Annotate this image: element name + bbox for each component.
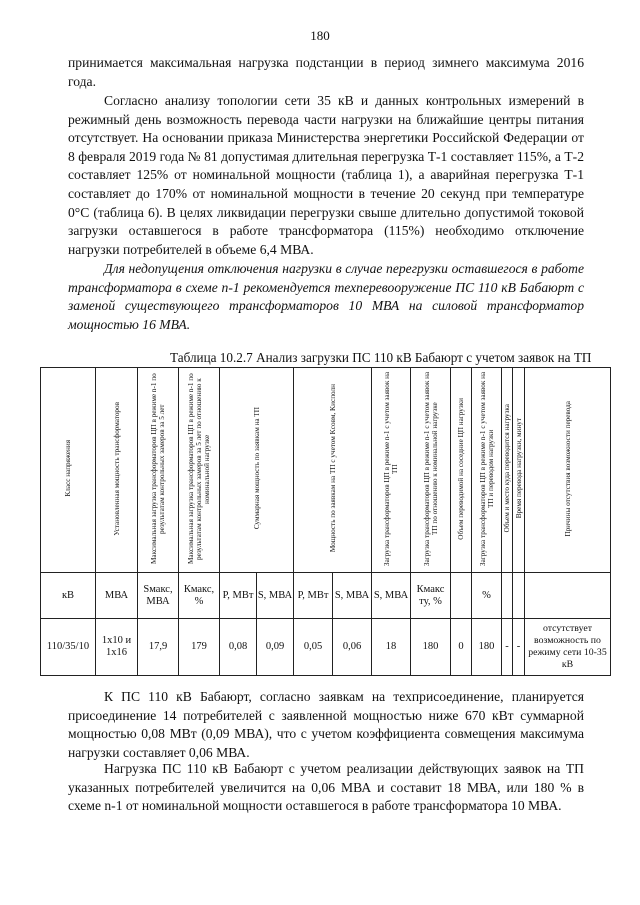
cell-voltage: 110/35/10 [41, 619, 96, 676]
header-max-load: Максимальная загрузка трансформаторов ЦП в режиме n-1 по результатам контрольных замеров за 5 лет [138, 368, 179, 573]
header-transfer-place: Объем и место куда переводится нагрузка [502, 368, 513, 573]
page-number: 180 [310, 28, 330, 43]
unit-cell: S, МВА [372, 573, 411, 619]
unit-cell: Sмакс, МВА [138, 573, 179, 619]
header-tp-capacity-coef: Мощность по заявкам на ТП с учетом Kсовм, Kисполн [294, 368, 372, 573]
cell-s-load: 18 [372, 619, 411, 676]
cell-installed: 1x10 и 1x16 [96, 619, 138, 676]
cell-reason: отсутствует возможность по режиму сети 10-35 кВ [525, 619, 611, 676]
unit-cell [502, 573, 513, 619]
paragraph-1: принимается максимальная нагрузка подстанции в период зимнего максимума 2016 года. [68, 55, 584, 89]
paragraph-2: Согласно анализу топологии сети 35 кВ и данных контрольных измерений в режимный день возможность перевода части нагрузки на ближайшие центры питания отсутствует. На основании приказа Министерства энергетики Российской Федерации от 8 февраля 2019 года № 81 допустимая длительная перегрузка Т-1 составляет 115%, а Т-2 составляет 125% от номинальной мощности (таблица 1), а аварийная перегрузка Т-1 составляет до 170% от номинальной мощности в течение 20 секунд при температуре 0°С (таблица 6). В целях ликвидации перегрузки свыше длительно допустимой токовой загрузки оставшегося в работе трансформатора (115%) необходимо отключение нагрузки потребителей в объеме 6,4 МВА. [68, 93, 584, 257]
load-analysis-table [40, 367, 611, 676]
cell-s-sum: 0,09 [257, 619, 294, 676]
cell-k-load: 180 [411, 619, 451, 676]
unit-cell: кВ [41, 573, 96, 619]
header-max-load-ratio: Максимальная загрузка трансформаторов ЦП в режиме n-1 по результатам контрольных замеров за 5 лет по отношению к номинальной нагрузке [179, 368, 220, 573]
header-transfer-volume: Объем переводимой на соседние ЦП нагрузки [451, 368, 472, 573]
cell-load-with-transfer: 180 [472, 619, 502, 676]
paragraph-4: К ПС 110 кВ Бабаюрт, согласно заявкам на техприсоединение, планируется присоединение 14 потребителей с заявленной мощностью ниже 670 кВт суммарной мощностью 0,08 МВт (0,09 МВА), что с учетом коэффициента совмещения максимума нагрузки составляет 0,06 МВА. [68, 689, 584, 760]
paragraph-5: Нагрузка ПС 110 кВ Бабаюрт с учетом реализации действующих заявок на ТП указанных потребителей увеличится на 0,06 МВА и составит 18 МВА, или 180 % в схеме n-1 от номинальной мощности оставшегося в работе трансформатора 10 МВА. [68, 761, 584, 814]
cell-s-k: 0,06 [333, 619, 372, 676]
unit-cell [451, 573, 472, 619]
unit-cell: P, МВт [220, 573, 257, 619]
paragraph-3-recommendation: Для недопущения отключения нагрузки в случае перегрузки оставшегося в работе трансформатора в схеме n-1 рекомендуется техперевооружение ПС 110 кВ Бабаюрт с заменой существующего трансформаторов 10 МВА на силовой трансформатор мощностью 16 МВА. [68, 261, 584, 332]
cell-kmax: 179 [179, 619, 220, 676]
header-load-with-tp-ratio: Загрузка трансформаторов ЦП в режиме n-1 с учетом заявок на ТП по отношению к номинальной нагрузке [411, 368, 451, 573]
unit-cell: МВА [96, 573, 138, 619]
header-transfer-time: Время перевода нагрузки, минут [513, 368, 525, 573]
table-header-row [41, 368, 611, 573]
unit-cell: % [472, 573, 502, 619]
header-load-with-tp: Загрузка трансформаторов ЦП в режиме n-1 с учетом заявок на ТП [372, 368, 411, 573]
cell-transfer-place: - [502, 619, 513, 676]
unit-cell: Кмакс, % [179, 573, 220, 619]
cell-transfer-time: - [513, 619, 525, 676]
unit-cell [513, 573, 525, 619]
unit-cell: S, МВА [257, 573, 294, 619]
unit-cell [525, 573, 611, 619]
table-caption: Таблица 10.2.7 Анализ загрузки ПС 110 кВ Бабаюрт с учетом заявок на ТП [170, 350, 592, 365]
header-total-tp-capacity: Суммарная мощность по заявкам на ТП [220, 368, 294, 573]
unit-cell: Кмакс ту, % [411, 573, 451, 619]
cell-p-sum: 0,08 [220, 619, 257, 676]
cell-transfer-volume: 0 [451, 619, 472, 676]
header-reason: Причины отсутствия возможности перевода [525, 368, 611, 573]
cell-smax: 17,9 [138, 619, 179, 676]
cell-p-k: 0,05 [294, 619, 333, 676]
table-units-row [41, 573, 611, 619]
unit-cell: P, МВт [294, 573, 333, 619]
header-voltage-class: Класс напряжения [41, 368, 96, 573]
unit-cell: S, МВА [333, 573, 372, 619]
table-row [41, 619, 611, 676]
header-installed-capacity: Установленная мощность трансформаторов [96, 368, 138, 573]
header-load-with-transfer: Загрузка трансформаторов ЦП в режиме n-1 с учетом заявок на ТП и переводом нагрузки [472, 368, 502, 573]
